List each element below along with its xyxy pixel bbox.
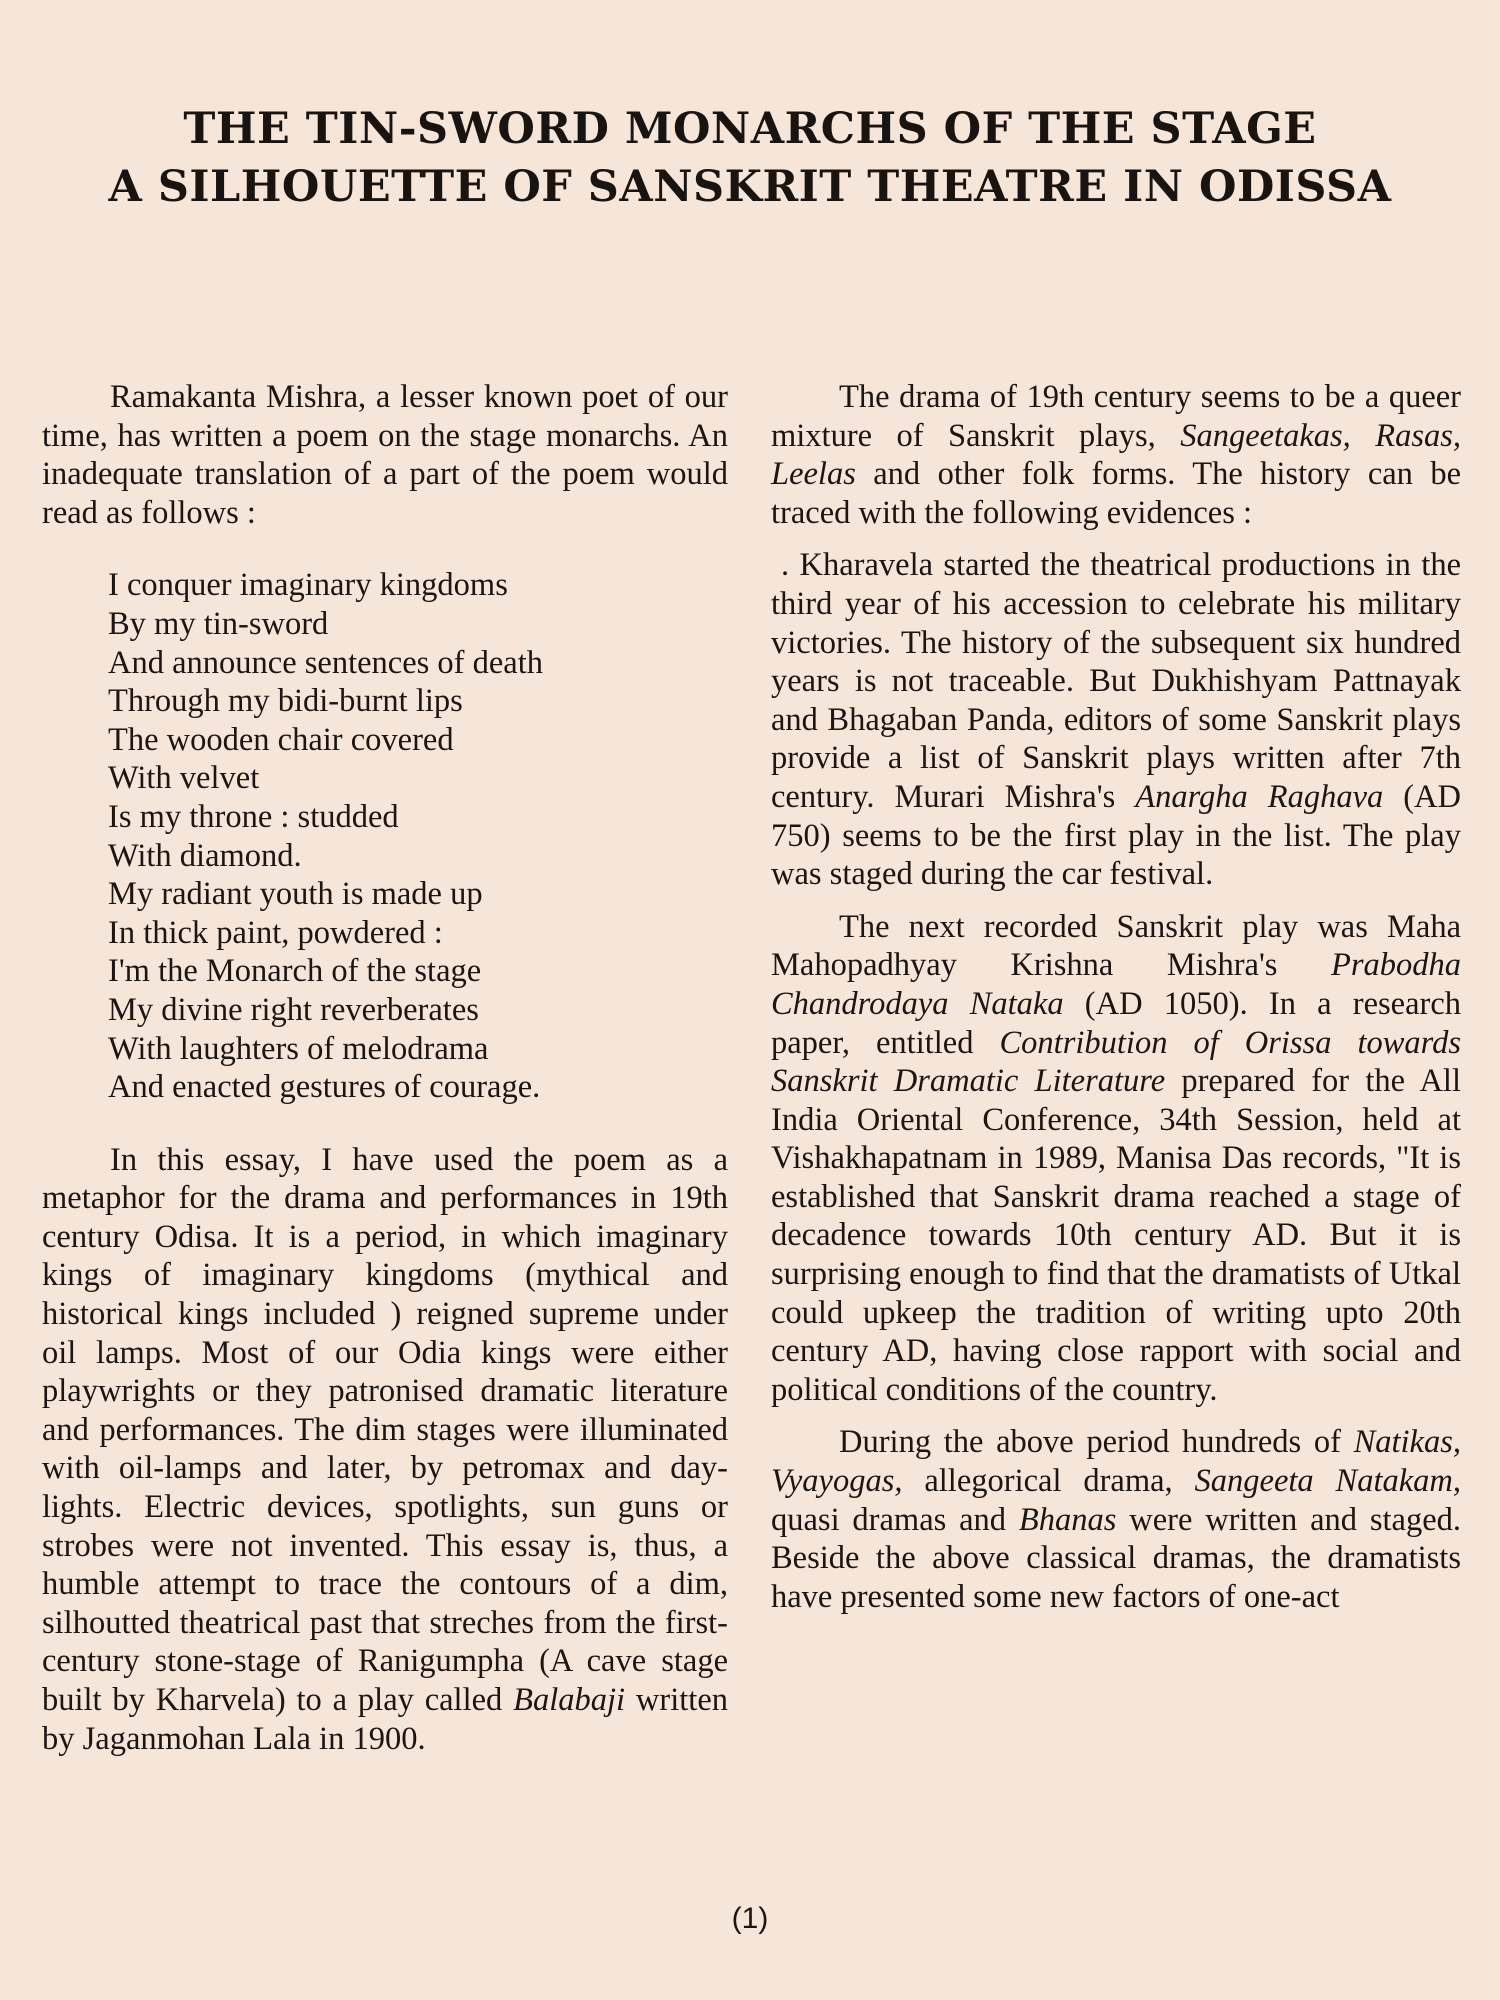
right-column: [771, 378, 1461, 1616]
paragraph-text: . Kharavela started the theatrical productions in the third year of his accession to celebrate his military victories. The history of the subsequent six hundred years is not traceable. But Dukhishyam Pattnayak and Bhagaban Panda, editors of some Sanskrit plays provide a list of Sanskrit plays written after 7th century. Murari Mishra's: [771, 547, 1461, 815]
poem-line: By my tin-sword: [108, 605, 329, 642]
poem-line: My divine right reverberates: [108, 991, 479, 1028]
italic-genres: Natikas, Vyayogas,: [771, 1424, 1461, 1500]
paragraph-text: The next recorded Sanskrit play was Maha Mahopadhyay Krishna Mishra's: [771, 908, 1461, 984]
poem-line: Is my throne : studded: [108, 798, 399, 835]
poem-excerpt: [108, 566, 728, 1106]
paragraph-text: were written and staged. Beside the above classical dramas, the dramatists have presented some new factors of one-act: [771, 1501, 1461, 1615]
paragraph-text: and other folk forms. The history can be traced with the following evidences :: [771, 456, 1461, 531]
poem-line: In thick paint, powdered :: [108, 914, 443, 951]
poem-line: Through my bidi-burnt lips: [108, 683, 463, 720]
kharavela-paragraph: [771, 546, 1461, 893]
paragraph-text: During the above period hundreds of: [839, 1424, 1354, 1461]
essay-paragraph: [42, 1141, 728, 1759]
play-title-balabaji: Balabaji: [513, 1682, 626, 1718]
poem-line: And enacted gestures of courage.: [108, 1069, 541, 1106]
italic-genre: Bhanas: [1018, 1501, 1117, 1538]
page-number: (1): [731, 1902, 769, 1935]
poem-line: My radiant youth is made up: [108, 876, 483, 913]
title-line-2: A SILHOUETTE OF SANSKRIT THEATRE IN ODISSA: [108, 162, 1392, 212]
essay-text: In this essay, I have used the poem as a metaphor for the drama and performances in 19th century Odisa. It is a period, in which imaginary kings of imaginary kingdoms (mythical and historical kings included ) reigned supreme under oil lamps. Most of our Odia kings were either playwrights or they patronised dramatic literature and performances. The dim stages were illuminated with oil-lamps and later, by petromax and day-lights. Electric devices, spotlights, sun guns or strobes were not invented. This essay is, thus, a humble attempt to trace the contours of a dim, silhoutted theatrical past that streches from the first-century stone-stage of Ranigumpha (A cave stage built by Kharvela) to a play called: [42, 1141, 728, 1718]
play-title-anargha-raghava: Anargha Raghava: [1135, 778, 1384, 815]
italic-forms: Sangeetakas, Rasas, Leelas: [771, 417, 1461, 493]
poem-line: With velvet: [108, 760, 260, 797]
paper-title: Contribution of Orissa towards Sanskrit Dramatic Literature: [771, 1024, 1461, 1100]
italic-genre: Sangeeta Natakam,: [1194, 1463, 1462, 1500]
poem-line: With laughters of melodrama: [108, 1030, 489, 1067]
poem-line: I'm the Monarch of the stage: [108, 953, 482, 990]
paragraph-text: The drama of 19th century seems to be a queer mixture of Sanskrit plays,: [771, 379, 1461, 454]
article-title: [0, 100, 1500, 216]
paragraph-text: allegorical drama,: [902, 1463, 1195, 1500]
prabodha-paragraph: [771, 908, 1461, 1410]
paragraph-text: (AD 750) seems to be the first play in the list. The play was staged during the car festival.: [771, 778, 1462, 893]
drama-19th-century-paragraph: [771, 378, 1461, 532]
paragraph-text: (AD 1050). In a research paper, entitled: [771, 985, 1462, 1061]
paragraph-text: quasi dramas and: [771, 1501, 1019, 1538]
period-paragraph: [771, 1423, 1461, 1616]
paragraph-text: prepared for the All India Oriental Conference, 34th Session, held at Vishakhapatnam in 1989, Manisa Das records, "It is established that Sanskrit drama reached a stage of decadence towards 10th century AD. But it is surprising enough to find that the dramatists of Utkal could upkeep the tradition of writing upto 20th century AD, having close rapport with social and political conditions of the country.: [771, 1063, 1461, 1408]
essay-text-end: written by Jaganmohan Lala in 1900.: [42, 1682, 728, 1757]
title-line-1: THE TIN-SWORD MONARCHS OF THE STAGE: [183, 104, 1317, 154]
poem-line: The wooden chair covered: [108, 721, 454, 758]
poem-line: I conquer imaginary kingdoms: [108, 567, 508, 604]
poem-line: With diamond.: [108, 837, 302, 874]
poem-line: And announce sentences of death: [108, 644, 543, 681]
left-column: [42, 378, 728, 1758]
intro-paragraph: Ramakanta Mishra, a lesser known poet of our time, has written a poem on the stage monarchs. An inadequate translation of a part of the poem would read as follows :: [42, 379, 728, 531]
play-title-prabodha: Prabodha Chandrodaya Nataka: [771, 947, 1461, 1022]
